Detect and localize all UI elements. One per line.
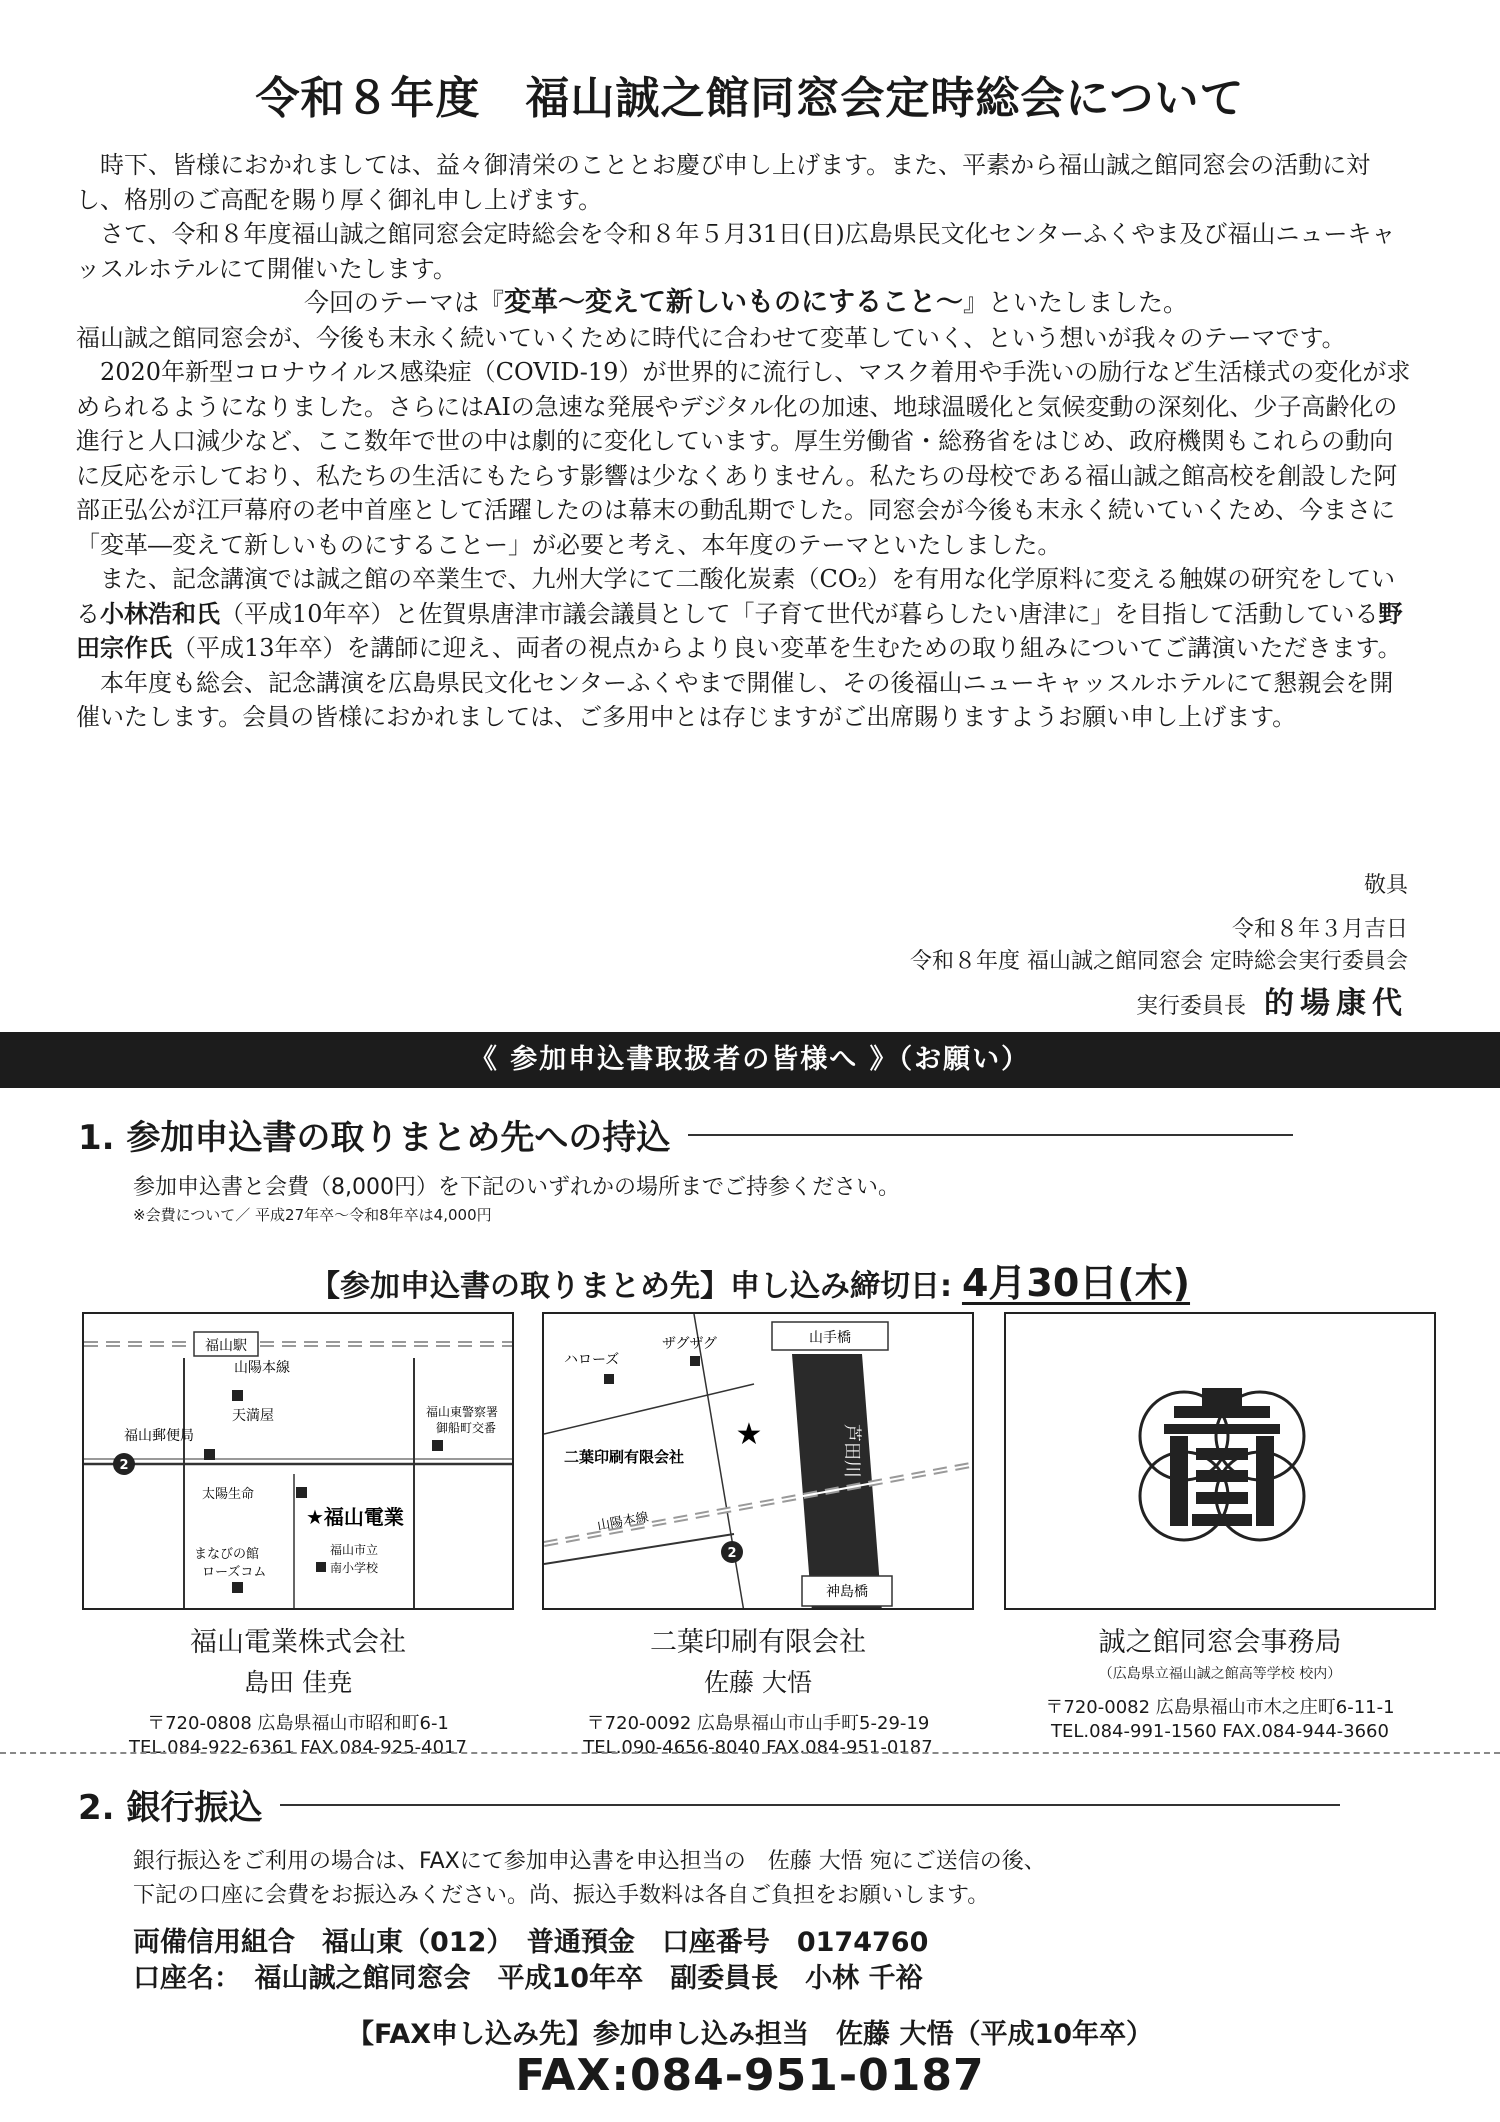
fax-label: 【FAX申し込み先】参加申し込み担当 佐藤 大悟（平成10年卒）	[346, 2019, 1154, 2050]
closing-word: 敬具	[1363, 873, 1408, 898]
deadline-label: 【参加申込書の取りまとめ先】申し込み締切日:	[309, 1269, 952, 1304]
map2-line-label: 山陽本線	[596, 1510, 650, 1534]
section2-rule	[280, 1804, 1340, 1806]
map1-taiyo-label: 太陽生命	[202, 1487, 255, 1502]
section-band: 《 参加申込書取扱者の皆様へ 》（お願い）	[0, 1032, 1500, 1088]
company-3-name: 誠之館同窓会事務局	[1098, 1627, 1342, 1658]
map2-star-icon: ★	[735, 1417, 763, 1452]
map2-route-label: 2	[727, 1546, 737, 1561]
deadline-line	[0, 1252, 1500, 1307]
section2-note-1: 銀行振込をご利用の場合は、FAXにて参加申込書を申込担当の 佐藤 大悟 宛にご送信の後、	[133, 1849, 1046, 1874]
company-3-address: 〒720-0082 広島県福山市木之庄町6-11-1	[1045, 1697, 1395, 1718]
letter-date: 令和８年３月吉日	[1231, 917, 1408, 942]
chair-role: 実行委員長	[1135, 994, 1246, 1019]
company-3-info	[985, 1620, 1455, 1742]
map1-post-label: 福山郵便局	[124, 1428, 194, 1444]
company-2-address: 〒720-0092 広島県福山市山手町5-29-19	[586, 1713, 930, 1734]
lecture-text-b: （平成10年卒）と佐賀県唐津市議会議員として「子育て世代が暮らしたい唐津に」を目指して活動している	[220, 599, 1379, 628]
map1-manabi-label-2: ローズコム	[202, 1565, 267, 1580]
map1-police-label-2: 御船町交番	[436, 1421, 497, 1435]
company-2-tel: TEL.090-4656-8040 FAX.084-951-0187	[583, 1737, 933, 1758]
school-emblem-icon	[1006, 1314, 1436, 1610]
map1-star-label: ★福山電業	[306, 1505, 404, 1529]
section2-note-2: 下記の口座に会費をお振込みください。尚、振込手数料は各自ご負担をお願いします。	[133, 1883, 990, 1908]
map1-police-label-1: 福山東警察署	[426, 1405, 499, 1419]
map-futaba-printing	[542, 1312, 974, 1610]
paragraph-background: 2020年新型コロナウイルス感染症（COVID-19）が世界的に流行し、マスク着用や手洗いの励行など生活様式の変化が求められるようになりました。さらにはAIの急速な発展やデジタル化の加速、地球温暖化と気候変動の深刻化、少子高齢化の進行と人口減少など、ここ数年で世の中は劇的に変化しています。厚生労働省・総務省をはじめ、政府機関もこれらの動向に反応を示しており、私たちの生活にもたらす影響は少なくありません。私たちの母校である福山誠之館高校を創設した阿部正弘公が江戸幕府の老中首座として活躍したのは幕末の動乱期でした。同窓会が今後も末永く続いていくため、今まさに「変革―変えて新しいものにすることー」が必要と考え、本年度のテーマといたしました。	[76, 358, 1411, 559]
lecturer-name-1: 小林浩和氏	[100, 598, 220, 628]
section1-heading	[78, 1110, 1293, 1159]
company-2-name: 二葉印刷有限会社	[650, 1627, 866, 1658]
company-1-person: 島田 佳尭	[244, 1668, 352, 1697]
map1-station-label: 福山駅	[205, 1338, 247, 1354]
fax-number: FAX:084-951-0187	[515, 2050, 985, 2101]
paragraph-announcement: さて、令和８年度福山誠之館同窓会定時総会を令和８年５月31日(日)広島県民文化センターふくやま及び福山ニューキャッスルホテルにて開催いたします。	[76, 220, 1396, 283]
map1-school-label-1: 福山市立	[330, 1543, 379, 1557]
company-1-name: 福山電業株式会社	[190, 1627, 406, 1658]
section1-rule	[688, 1134, 1293, 1136]
section1-title: 1. 参加申込書の取りまとめ先への持込	[78, 1118, 671, 1158]
paragraph-theme	[76, 286, 1416, 321]
company-1-info	[63, 1620, 533, 1758]
bank-account-name: 口座名： 福山誠之館同窓会 平成10年卒 副委員長 小林 千裕	[133, 1963, 923, 1994]
company-2-info	[523, 1620, 993, 1758]
map-fukuyama-dengyo	[82, 1312, 514, 1610]
paragraph-invitation: 本年度も総会、記念講演を広島県民文化センターふくやまで開催し、その後福山ニューキャッスルホテルにて懇親会を開催いたします。会員の皆様におかれましては、ご多用中とは存じますがご出席賜りますようお願い申し上げます。	[76, 668, 1394, 731]
company-2-person: 佐藤 大悟	[704, 1668, 812, 1697]
company-1-address: 〒720-0808 広島県福山市昭和町6-1	[147, 1713, 449, 1734]
company-3-sub: （広島県立福山誠之館高等学校 校内）	[1098, 1666, 1342, 1682]
bank-account-line: 両備信用組合 福山東（012） 普通預金 口座番号 0174760	[133, 1927, 929, 1958]
deadline-date: 4月30日(木)	[961, 1261, 1191, 1305]
map2-zagzag-label: ザグザグ	[662, 1336, 717, 1352]
map1-route-label: 2	[119, 1458, 129, 1473]
section2-title: 2. 銀行振込	[78, 1788, 263, 1828]
paragraph-lecture	[76, 562, 1416, 666]
theme-title: 変革～変えて新しいものにすること～	[504, 287, 963, 318]
organizer-name: 令和８年度 福山誠之館同窓会 定時総会実行委員会	[910, 949, 1408, 974]
lecturer-name-2: 野田宗作氏	[76, 598, 1403, 662]
dashed-divider	[0, 1752, 1500, 1754]
map2-bridge1-label: 山手橋	[809, 1330, 851, 1346]
theme-prefix: 今回のテーマは『	[303, 288, 504, 317]
section1-note: 参加申込書と会費（8,000円）を下記のいずれかの場所までご持参ください。	[133, 1175, 900, 1200]
theme-suffix: 』といたしました。	[963, 288, 1189, 317]
map1-svg	[84, 1314, 514, 1610]
paragraph-greeting: 時下、皆様におかれましては、益々御清栄のこととお慶び申し上げます。また、平素から福山誠之館同窓会の活動に対し、格別のご高配を賜り厚く御礼申し上げます。	[76, 151, 1371, 214]
map2-futaba-label: 二葉印刷有限会社	[564, 1448, 685, 1466]
emblem-box	[1004, 1312, 1436, 1610]
chair-signature	[1136, 978, 1408, 1022]
paragraph-theme-meaning: 福山誠之館同窓会が、今後も末永く続いていくために時代に合わせて変革していく、という想いが我々のテーマです。	[76, 323, 1346, 352]
page-title: 令和８年度 福山誠之館同窓会定時総会について	[255, 73, 1245, 124]
chair-name: 的場康代	[1264, 986, 1408, 1021]
map1-manabi-label-1: まなびの館	[194, 1547, 260, 1562]
lecture-text-a: また、記念講演では誠之館の卒業生で、九州大学にて二酸化炭素（CO₂）を有用な化学原料に変える触媒の研究をしている	[76, 565, 1396, 628]
company-1-tel: TEL.084-922-6361 FAX.084-925-4017	[129, 1737, 467, 1758]
lecture-text-c: （平成13年卒）を講師に迎え、両者の視点からより良い変革を生むための取り組みについてご講演いただきます。	[172, 634, 1402, 662]
map2-bridge2-label: 神島橋	[826, 1584, 868, 1600]
letter-body	[76, 148, 1416, 735]
fee-note: ※会費について／ 平成27年卒～令和8年卒は4,000円	[133, 1206, 492, 1224]
map1-line-label: 山陽本線	[234, 1360, 290, 1376]
map1-tenmaya-label: 天満屋	[232, 1408, 274, 1424]
company-3-tel: TEL.084-991-1560 FAX.084-944-3660	[1051, 1721, 1389, 1742]
section2-heading	[78, 1780, 1340, 1829]
map1-school-label-2: 南小学校	[330, 1561, 379, 1575]
map2-hellos-label: ハローズ	[564, 1352, 620, 1368]
map2-river-label: 芦田川	[841, 1424, 862, 1478]
map2-svg	[544, 1314, 974, 1610]
